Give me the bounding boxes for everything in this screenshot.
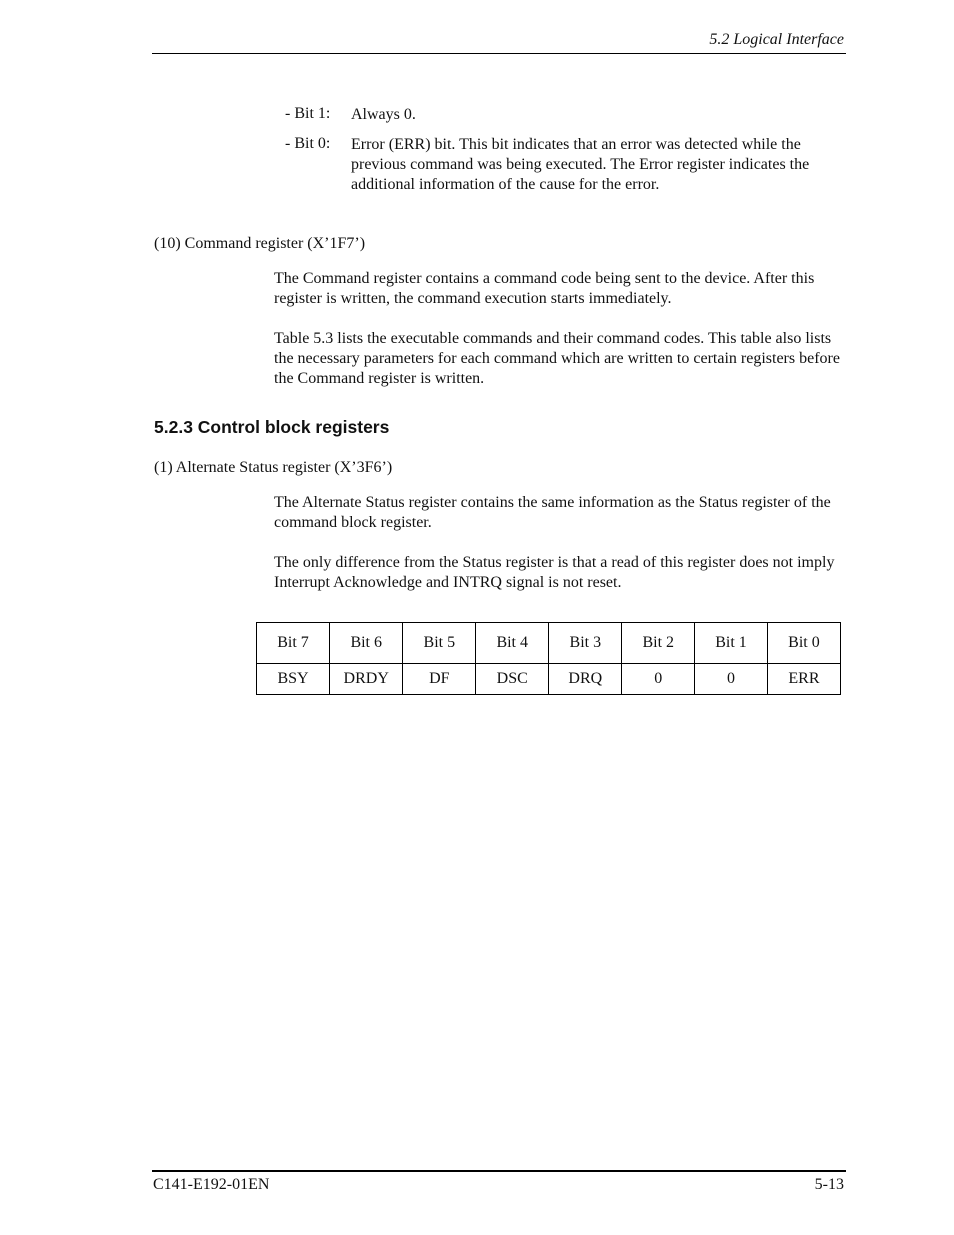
- table-header-cell: Bit 3: [549, 623, 622, 664]
- table-header-cell: Bit 1: [695, 623, 768, 664]
- table-header-cell: Bit 5: [403, 623, 476, 664]
- table-value-cell: 0: [622, 664, 695, 695]
- command-register-para-2: Table 5.3 lists the executable commands and their command codes. This table also lists the necessary parameters for each command which are written to certain registers before the Command register is written.: [274, 330, 840, 387]
- table-value-cell: BSY: [257, 664, 330, 695]
- alt-status-para-2: The only difference from the Status register is that a read of this register does not imply Interrupt Acknowledge and INTRQ signal is not reset.: [274, 554, 835, 591]
- table-value-cell: DRDY: [330, 664, 403, 695]
- alt-status-heading: (1) Alternate Status register (X’3F6’): [154, 459, 393, 476]
- table-header-row: [257, 623, 841, 664]
- command-register-para-1: The Command register contains a command code being sent to the device. After this register is written, the command execution starts immediately.: [274, 270, 815, 307]
- table-value-cell: DF: [403, 664, 476, 695]
- bit-1-label: - Bit 1:: [285, 105, 331, 122]
- table-header-cell: Bit 4: [476, 623, 549, 664]
- table-header-cell: Bit 7: [257, 623, 330, 664]
- alt-status-bit-table: [256, 622, 841, 695]
- section-heading: 5.2.3 Control block registers: [154, 417, 390, 437]
- footer-page-number: 5-13: [814, 1176, 844, 1193]
- table-value-cell: ERR: [767, 664, 840, 695]
- command-register-heading: (10) Command register (X’1F7’): [154, 235, 366, 252]
- table-value-cell: 0: [695, 664, 768, 695]
- table-value-row: [257, 664, 841, 695]
- bit-1-text: Always 0.: [351, 106, 416, 123]
- bit-0-label: - Bit 0:: [285, 135, 331, 152]
- table-value-cell: DSC: [476, 664, 549, 695]
- header-rule: [152, 53, 846, 54]
- table-header-cell: Bit 2: [622, 623, 695, 664]
- table-value-cell: DRQ: [549, 664, 622, 695]
- running-head: 5.2 Logical Interface: [709, 31, 844, 48]
- table-header-cell: Bit 0: [767, 623, 840, 664]
- bit-0-text: Error (ERR) bit. This bit indicates that an error was detected while the previous command was being executed. The Error register indicates the additional information of the cause for the error.: [351, 136, 810, 193]
- alt-status-para-1: The Alternate Status register contains the same information as the Status register of the command block register.: [274, 494, 831, 531]
- footer-rule: [152, 1170, 846, 1172]
- footer-doc-id: C141-E192-01EN: [153, 1176, 270, 1193]
- table-header-cell: Bit 6: [330, 623, 403, 664]
